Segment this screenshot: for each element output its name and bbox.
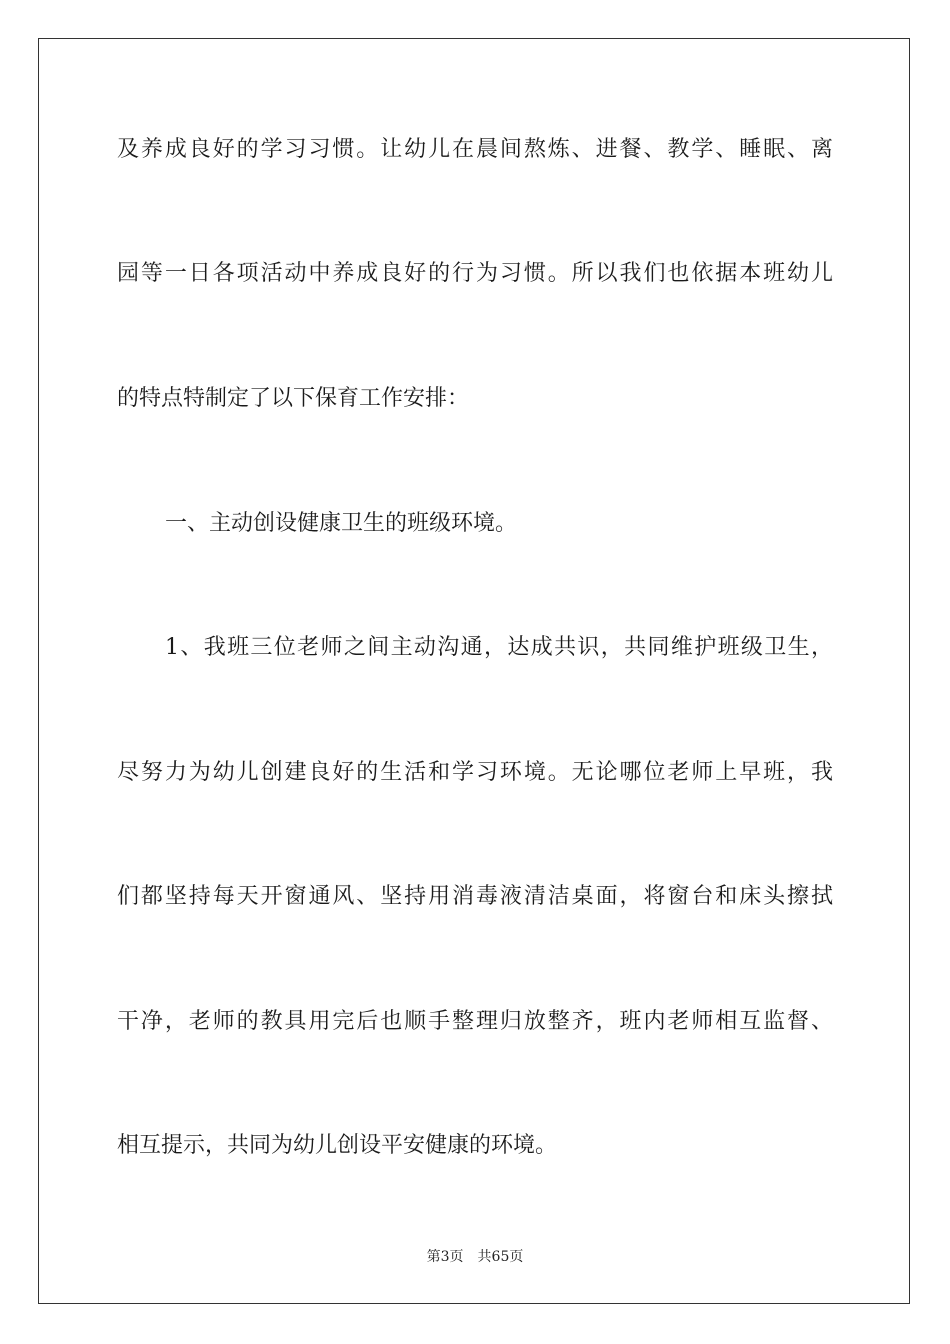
paragraph-line: 及养成良好的学习习惯。让幼儿在晨间熬炼、进餐、教学、睡眠、离	[117, 137, 833, 162]
page-footer	[0, 1248, 950, 1266]
paragraph-line: 相互提示，共同为幼儿创设平安健康的环境。	[117, 1133, 558, 1158]
page-number: 第3页	[426, 1249, 464, 1265]
paragraph-line: 园等一日各项活动中养成良好的行为习惯。所以我们也依据本班幼儿	[117, 261, 833, 286]
page-total: 共65页	[477, 1249, 524, 1265]
paragraph-line: 干净，老师的教具用完后也顺手整理归放整齐，班内老师相互监督、	[117, 1009, 833, 1034]
paragraph-line: 1、我班三位老师之间主动沟通，达成共识，共同维护班级卫生，	[165, 635, 833, 660]
paragraph-line: 的特点特制定了以下保育工作安排：	[117, 386, 470, 411]
paragraph-line: 尽努力为幼儿创建良好的生活和学习环境。无论哪位老师上早班，我	[117, 760, 833, 785]
page-border	[38, 38, 910, 1304]
section-heading: 一、主动创设健康卫生的班级环境。	[165, 511, 518, 536]
paragraph-line: 们都坚持每天开窗通风、坚持用消毒液清洁桌面，将窗台和床头擦拭	[117, 884, 833, 909]
